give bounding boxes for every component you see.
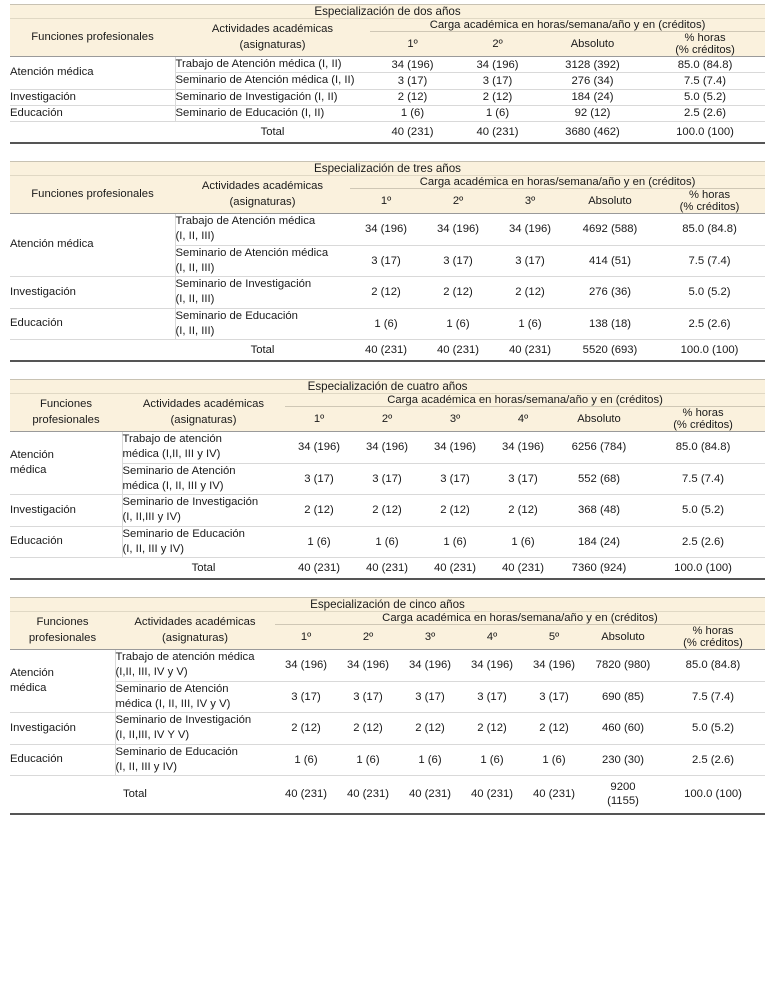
cell-function-line1: Atención — [10, 448, 54, 461]
cell-activity — [122, 495, 285, 527]
col-header-year-1: 1º — [350, 189, 422, 214]
col-header-year-1: 1º — [370, 32, 455, 57]
col-header-absolute: Absoluto — [557, 407, 641, 432]
cell-year-4: 1 (6) — [489, 526, 557, 558]
col-header-year-4: 4º — [461, 625, 523, 650]
col-header-activities-line1: Actividades académicas — [201, 180, 324, 193]
cell-year-4: 3 (17) — [489, 463, 557, 495]
cell-year-2: 2 (12) — [353, 495, 421, 527]
cell-total-absolute: 5520 (693) — [566, 340, 654, 362]
cell-total-percent: 100.0 (100) — [645, 122, 765, 144]
cell-total-blank — [10, 776, 115, 814]
cell-function: Investigación — [10, 277, 175, 309]
cell-year-3: 3 (17) — [494, 245, 566, 277]
cell-total-year-2: 40 (231) — [337, 776, 399, 814]
cell-percent: 2.5 (2.6) — [661, 744, 765, 776]
table-row — [10, 463, 765, 495]
col-header-activities-line2: (asignaturas) — [170, 413, 237, 426]
cell-year-1: 34 (196) — [350, 214, 422, 246]
cell-total-year-1: 40 (231) — [275, 776, 337, 814]
cell-year-1: 1 (6) — [350, 308, 422, 340]
table-row — [10, 650, 765, 682]
table-row — [10, 89, 765, 105]
cell-total-absolute: 3680 (462) — [540, 122, 645, 144]
cell-year-2: 1 (6) — [353, 526, 421, 558]
table-total-row — [10, 776, 765, 814]
cell-year-3: 34 (196) — [421, 432, 489, 464]
cell-total-year-4: 40 (231) — [489, 558, 557, 580]
cell-function: Educación — [10, 526, 122, 558]
col-header-activities — [122, 394, 285, 432]
col-header-activities-line1: Actividades académicas — [134, 616, 256, 629]
cell-total-year-3: 40 (231) — [399, 776, 461, 814]
cell-year-1: 1 (6) — [285, 526, 353, 558]
col-header-percent-line2: (% créditos) — [675, 44, 735, 56]
cell-function: Atención médica — [10, 57, 175, 90]
table-row — [10, 57, 765, 73]
table-row — [10, 432, 765, 464]
cell-absolute: 230 (30) — [585, 744, 661, 776]
cell-year-2: 34 (196) — [422, 214, 494, 246]
cell-activity-line1: Trabajo de atención — [122, 433, 222, 445]
cell-total-year-1: 40 (231) — [285, 558, 353, 580]
cell-activity-line1: Seminario de Investigación — [122, 496, 259, 508]
cell-year-5: 2 (12) — [523, 713, 585, 745]
cut-off-row-top — [0, 0, 775, 4]
cell-year-1: 1 (6) — [370, 105, 455, 121]
cell-percent: 7.5 (7.4) — [661, 681, 765, 713]
table-title: Especialización de tres años — [10, 162, 765, 176]
cell-activity-line2: (I, II, III y IV) — [115, 760, 178, 773]
cell-year-1: 3 (17) — [275, 681, 337, 713]
cell-activity — [115, 650, 275, 682]
cell-year-1: 34 (196) — [370, 57, 455, 73]
cell-year-3: 3 (17) — [399, 681, 461, 713]
table-row — [10, 681, 765, 713]
cell-year-3: 3 (17) — [421, 463, 489, 495]
cell-activity — [115, 713, 275, 745]
col-header-activities — [175, 176, 350, 214]
col-header-year-1: 1º — [285, 407, 353, 432]
cell-percent: 7.5 (7.4) — [645, 73, 765, 89]
cell-activity — [175, 308, 350, 340]
cell-absolute: 7820 (980) — [585, 650, 661, 682]
cell-total-blank — [10, 558, 122, 580]
table-cuatro-anos-wrap — [10, 379, 765, 580]
cell-year-2: 1 (6) — [422, 308, 494, 340]
cell-activity-line2: (I, II, III y IV) — [122, 542, 185, 555]
cell-activity — [175, 214, 350, 246]
table-title: Especialización de cuatro años — [10, 380, 765, 394]
col-header-activities-line2: (asignaturas) — [162, 631, 228, 644]
cell-year-3: 1 (6) — [494, 308, 566, 340]
cell-absolute: 414 (51) — [566, 245, 654, 277]
cell-absolute: 276 (36) — [566, 277, 654, 309]
cell-year-2: 34 (196) — [337, 650, 399, 682]
cell-absolute: 368 (48) — [557, 495, 641, 527]
col-header-year-1: 1º — [275, 625, 337, 650]
table-row — [10, 744, 765, 776]
cell-year-3: 2 (12) — [421, 495, 489, 527]
cell-activity — [122, 432, 285, 464]
cell-total-year-2: 40 (231) — [455, 122, 540, 144]
cell-total-absolute: 7360 (924) — [557, 558, 641, 580]
cell-year-1: 2 (12) — [285, 495, 353, 527]
cell-activity-line2: médica (I,II, III y IV) — [122, 448, 221, 461]
col-header-absolute: Absoluto — [540, 32, 645, 57]
cell-activity-line2: médica (I, II, III y IV) — [122, 479, 224, 492]
cell-function: Atención médica — [10, 214, 175, 277]
col-header-year-2: 2º — [337, 625, 399, 650]
cell-year-3: 34 (196) — [494, 214, 566, 246]
cell-year-2: 2 (12) — [337, 713, 399, 745]
table-title-row — [10, 380, 765, 394]
table-row — [10, 214, 765, 246]
table-row — [10, 308, 765, 340]
cell-year-1: 3 (17) — [285, 463, 353, 495]
cell-function-line2: médica — [10, 464, 47, 476]
col-header-functions-line2: profesionales — [32, 413, 100, 426]
col-header-absolute: Absoluto — [585, 625, 661, 650]
cell-year-1: 34 (196) — [285, 432, 353, 464]
cell-year-2: 1 (6) — [337, 744, 399, 776]
cell-total-year-5: 40 (231) — [523, 776, 585, 814]
cell-year-2: 2 (12) — [422, 277, 494, 309]
cell-percent: 2.5 (2.6) — [654, 308, 765, 340]
cell-total-year-2: 40 (231) — [353, 558, 421, 580]
cell-function: Investigación — [10, 713, 115, 745]
col-header-percent-line2: (% créditos) — [679, 201, 740, 213]
cell-total-label: Total — [122, 558, 285, 580]
col-header-group-load: Carga académica en horas/semana/año y en (créditos) — [370, 19, 765, 32]
col-header-year-2: 2º — [353, 407, 421, 432]
cell-year-4: 1 (6) — [461, 744, 523, 776]
cell-function: Educación — [10, 105, 175, 121]
cell-percent: 85.0 (84.8) — [641, 432, 765, 464]
col-header-functions-line1: Funciones — [36, 616, 89, 629]
col-header-group-load: Carga académica en horas/semana/año y en (créditos) — [285, 394, 765, 407]
cell-total-blank — [10, 340, 175, 362]
cell-percent: 5.0 (5.2) — [654, 277, 765, 309]
cell-activity-line2: (I, II,III y IV) — [122, 511, 181, 524]
cell-absolute: 92 (12) — [540, 105, 645, 121]
cell-total-percent: 100.0 (100) — [641, 558, 765, 580]
cell-percent: 85.0 (84.8) — [661, 650, 765, 682]
cell-absolute: 138 (18) — [566, 308, 654, 340]
cell-year-1: 2 (12) — [350, 277, 422, 309]
cell-year-5: 3 (17) — [523, 681, 585, 713]
col-header-year-4: 4º — [489, 407, 557, 432]
cell-activity-line1: Trabajo de Atención médica — [175, 215, 316, 227]
cell-function — [10, 432, 122, 495]
cell-total-blank — [10, 122, 175, 144]
cell-total-percent: 100.0 (100) — [654, 340, 765, 362]
cell-function: Investigación — [10, 495, 122, 527]
cell-activity-line1: Seminario de Investigación — [115, 714, 252, 726]
table-cinco-anos-wrap — [10, 597, 765, 815]
cell-activity-line2: (I, II, III) — [175, 293, 215, 306]
cell-year-2: 2 (12) — [455, 89, 540, 105]
cell-activity — [122, 526, 285, 558]
cell-year-2: 1 (6) — [455, 105, 540, 121]
cell-year-2: 34 (196) — [353, 432, 421, 464]
table-tres-anos — [10, 161, 765, 362]
cell-function: Educación — [10, 308, 175, 340]
table-row — [10, 495, 765, 527]
cell-activity: Seminario de Educación (I, II) — [175, 105, 370, 121]
cell-activity-line1: Seminario de Investigación — [175, 278, 312, 290]
cell-total-year-2: 40 (231) — [422, 340, 494, 362]
col-header-functions: Funciones profesionales — [10, 19, 175, 57]
cell-activity: Seminario de Atención médica (I, II) — [175, 73, 370, 89]
col-header-activities-line2: (asignaturas) — [229, 195, 296, 208]
table-tres-anos-wrap — [10, 161, 765, 362]
cell-function-line2: médica — [10, 682, 47, 694]
cell-year-2: 34 (196) — [455, 57, 540, 73]
cell-activity: Trabajo de Atención médica (I, II) — [175, 57, 370, 73]
cell-activity-line1: Seminario de Educación — [122, 527, 245, 540]
cell-total-year-1: 40 (231) — [350, 340, 422, 362]
table-total-row — [10, 340, 765, 362]
cell-activity — [115, 681, 275, 713]
cell-year-1: 2 (12) — [275, 713, 337, 745]
cell-year-3: 34 (196) — [399, 650, 461, 682]
cell-year-2: 3 (17) — [337, 681, 399, 713]
table-dos-anos — [10, 4, 765, 144]
cell-activity-line2: (I, II, III) — [175, 324, 215, 337]
cell-total-label: Total — [175, 340, 350, 362]
cell-activity — [175, 277, 350, 309]
cell-year-5: 1 (6) — [523, 744, 585, 776]
col-header-functions-line1: Funciones — [39, 398, 93, 411]
table-title: Especialización de dos años — [10, 5, 765, 19]
cell-activity — [175, 245, 350, 277]
col-header-activities-line2: (asignaturas) — [239, 38, 306, 51]
cell-year-3: 1 (6) — [421, 526, 489, 558]
col-header-percent-line2: (% créditos) — [683, 637, 743, 649]
cell-absolute: 184 (24) — [540, 89, 645, 105]
table-total-row — [10, 122, 765, 144]
cell-total-year-3: 40 (231) — [421, 558, 489, 580]
col-header-percent — [654, 189, 765, 214]
col-header-year-3: 3º — [399, 625, 461, 650]
col-header-activities — [175, 19, 370, 57]
col-header-year-2: 2º — [455, 32, 540, 57]
cell-percent: 5.0 (5.2) — [641, 495, 765, 527]
col-header-year-5: 5º — [523, 625, 585, 650]
cell-total-year-1: 40 (231) — [370, 122, 455, 144]
cell-function — [10, 650, 115, 713]
col-header-group-load: Carga académica en horas/semana/año y en (créditos) — [350, 176, 765, 189]
cell-year-2: 3 (17) — [422, 245, 494, 277]
col-header-functions — [10, 394, 122, 432]
cell-activity-line1: Seminario de Atención — [115, 682, 229, 695]
table-row — [10, 277, 765, 309]
header-group-row — [10, 19, 765, 32]
cell-percent: 5.0 (5.2) — [645, 89, 765, 105]
col-header-percent-line1: % horas — [689, 189, 731, 201]
col-header-percent-line1: % horas — [692, 625, 734, 637]
cell-total-label: Total — [115, 776, 275, 814]
cell-year-2: 3 (17) — [455, 73, 540, 89]
col-header-year-3: 3º — [494, 189, 566, 214]
cell-year-4: 2 (12) — [461, 713, 523, 745]
cell-year-1: 1 (6) — [275, 744, 337, 776]
cell-year-1: 3 (17) — [370, 73, 455, 89]
table-cuatro-anos — [10, 379, 765, 580]
col-header-activities-line1: Actividades académicas — [142, 398, 265, 411]
col-header-functions: Funciones profesionales — [10, 176, 175, 214]
cell-percent: 5.0 (5.2) — [661, 713, 765, 745]
cell-activity-line1: Seminario de Educación — [175, 309, 298, 322]
table-row — [10, 105, 765, 121]
cell-absolute: 184 (24) — [557, 526, 641, 558]
table-dos-anos-wrap — [10, 4, 765, 144]
cell-total-absolute-line2: (1155) — [607, 795, 639, 808]
cell-absolute: 276 (34) — [540, 73, 645, 89]
cell-function: Educación — [10, 744, 115, 776]
cell-year-2: 3 (17) — [353, 463, 421, 495]
cell-percent: 7.5 (7.4) — [654, 245, 765, 277]
table-total-row — [10, 558, 765, 580]
cell-activity-line1: Seminario de Educación — [115, 745, 238, 758]
cell-activity-line1: Trabajo de atención médica — [115, 651, 255, 663]
col-header-functions-line2: profesionales — [28, 631, 97, 644]
cell-activity-line2: (I,II, III, IV y V) — [115, 666, 188, 679]
cell-year-3: 1 (6) — [399, 744, 461, 776]
table-cinco-anos — [10, 597, 765, 815]
cell-year-4: 34 (196) — [461, 650, 523, 682]
cell-activity-line2: médica (I, II, III, IV y V) — [115, 697, 231, 710]
col-header-activities — [115, 612, 275, 650]
table-title-row — [10, 5, 765, 19]
cell-year-5: 34 (196) — [523, 650, 585, 682]
cell-percent: 85.0 (84.8) — [654, 214, 765, 246]
cell-year-1: 3 (17) — [350, 245, 422, 277]
col-header-activities-line1: Actividades académicas — [211, 23, 334, 36]
cell-activity-line2: (I, II, III) — [175, 261, 215, 274]
col-header-absolute: Absoluto — [566, 189, 654, 214]
cell-total-year-3: 40 (231) — [494, 340, 566, 362]
cell-function: Investigación — [10, 89, 175, 105]
col-header-percent — [661, 625, 765, 650]
cell-year-4: 2 (12) — [489, 495, 557, 527]
cell-absolute: 552 (68) — [557, 463, 641, 495]
cell-year-3: 2 (12) — [399, 713, 461, 745]
cell-absolute: 6256 (784) — [557, 432, 641, 464]
cell-total-percent: 100.0 (100) — [661, 776, 765, 814]
cell-percent: 2.5 (2.6) — [641, 526, 765, 558]
header-group-row — [10, 612, 765, 625]
col-header-year-3: 3º — [421, 407, 489, 432]
header-group-row — [10, 176, 765, 189]
cell-percent: 85.0 (84.8) — [645, 57, 765, 73]
cell-total-label: Total — [175, 122, 370, 144]
cell-absolute: 3128 (392) — [540, 57, 645, 73]
col-header-percent — [645, 32, 765, 57]
cell-activity: Seminario de Investigación (I, II) — [175, 89, 370, 105]
cell-absolute: 690 (85) — [585, 681, 661, 713]
col-header-year-2: 2º — [422, 189, 494, 214]
cell-percent: 2.5 (2.6) — [645, 105, 765, 121]
cell-activity-line1: Seminario de Atención médica — [175, 246, 329, 259]
table-row — [10, 526, 765, 558]
col-header-percent — [641, 407, 765, 432]
table-title-row — [10, 162, 765, 176]
col-header-percent-line2: (% créditos) — [673, 419, 733, 431]
col-header-percent-line1: % horas — [684, 32, 726, 44]
cell-total-absolute — [585, 776, 661, 814]
cell-year-3: 2 (12) — [494, 277, 566, 309]
col-header-percent-line1: % horas — [682, 407, 724, 419]
cell-activity-line2: (I, II, III) — [175, 230, 215, 243]
cell-function-line1: Atención — [10, 666, 54, 679]
cell-year-1: 34 (196) — [275, 650, 337, 682]
cell-year-4: 34 (196) — [489, 432, 557, 464]
col-header-group-load: Carga académica en horas/semana/año y en (créditos) — [275, 612, 765, 625]
cell-year-4: 3 (17) — [461, 681, 523, 713]
cell-absolute: 4692 (588) — [566, 214, 654, 246]
cell-absolute: 460 (60) — [585, 713, 661, 745]
cell-activity — [115, 744, 275, 776]
header-group-row — [10, 394, 765, 407]
table-title-row — [10, 598, 765, 612]
cell-activity — [122, 463, 285, 495]
cell-total-absolute-line1: 9200 — [610, 781, 636, 793]
table-title: Especialización de cinco años — [10, 598, 765, 612]
col-header-functions — [10, 612, 115, 650]
cell-year-1: 2 (12) — [370, 89, 455, 105]
cell-percent: 7.5 (7.4) — [641, 463, 765, 495]
table-row — [10, 713, 765, 745]
cell-activity-line1: Seminario de Atención — [122, 464, 236, 477]
cell-activity-line2: (I, II,III, IV Y V) — [115, 729, 190, 742]
cell-total-year-4: 40 (231) — [461, 776, 523, 814]
